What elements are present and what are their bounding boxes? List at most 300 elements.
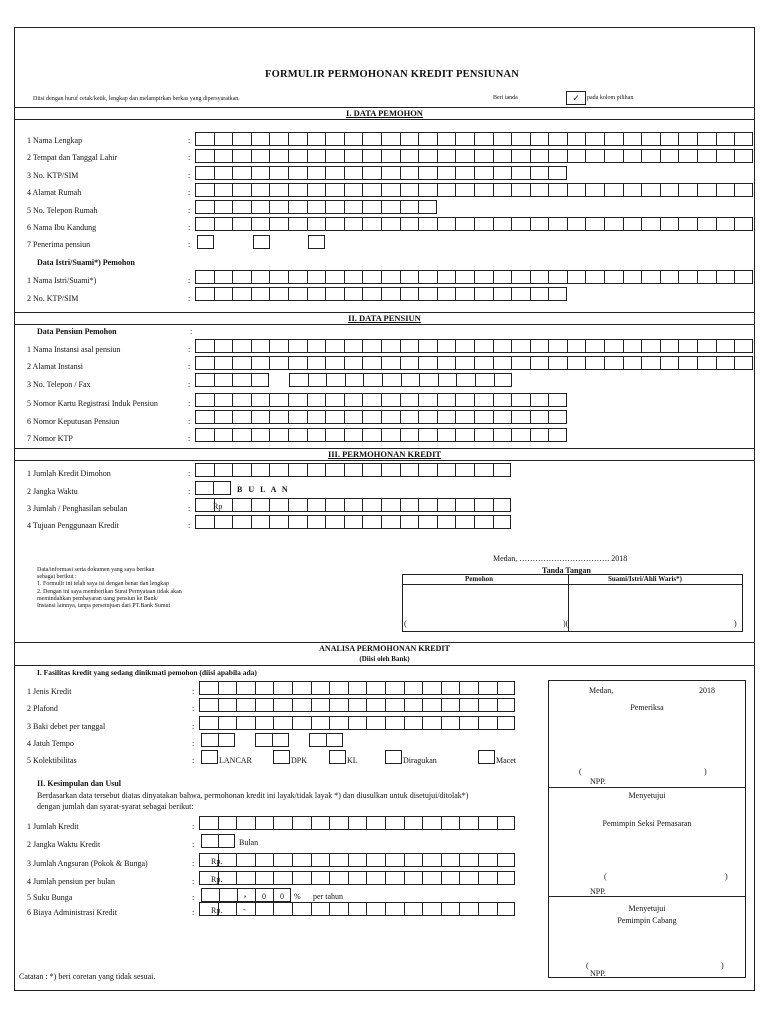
char-cell[interactable]: [269, 410, 288, 424]
char-cell[interactable]: [697, 339, 716, 353]
char-cell[interactable]: [585, 270, 604, 284]
char-cell[interactable]: [325, 132, 344, 146]
char-cell[interactable]: [437, 339, 456, 353]
char-cell[interactable]: [418, 498, 437, 512]
char-cell[interactable]: [214, 132, 233, 146]
char-cell[interactable]: [214, 270, 233, 284]
char-cell[interactable]: [493, 498, 512, 512]
char-cell[interactable]: [530, 166, 549, 180]
char-cell[interactable]: [734, 132, 753, 146]
char-cell[interactable]: [218, 698, 237, 712]
char-cell[interactable]: [325, 498, 344, 512]
char-cell[interactable]: [344, 183, 363, 197]
char-cell[interactable]: [269, 393, 288, 407]
char-cell[interactable]: [459, 716, 478, 730]
char-cell[interactable]: [404, 902, 423, 916]
char-cell[interactable]: [404, 716, 423, 730]
char-cell[interactable]: [497, 716, 516, 730]
char-cell[interactable]: [307, 183, 326, 197]
char-cell[interactable]: [311, 853, 330, 867]
char-cell[interactable]: [362, 356, 381, 370]
char-cell[interactable]: [288, 287, 307, 301]
char-cell[interactable]: [381, 356, 400, 370]
char-cell[interactable]: [325, 287, 344, 301]
jatuh-tempo-year[interactable]: [309, 733, 343, 747]
char-cell[interactable]: [344, 270, 363, 284]
char-cell[interactable]: [201, 733, 218, 747]
char-cell[interactable]: [474, 428, 493, 442]
char-cell[interactable]: [493, 183, 512, 197]
char-cell[interactable]: [381, 339, 400, 353]
char-cell[interactable]: [292, 902, 311, 916]
char-cell[interactable]: [273, 716, 292, 730]
char-cell[interactable]: [455, 183, 474, 197]
kartu-registrasi-field[interactable]: [195, 393, 567, 407]
char-cell[interactable]: [344, 498, 363, 512]
char-cell[interactable]: [236, 681, 255, 695]
char-cell[interactable]: [195, 287, 214, 301]
char-cell[interactable]: [400, 287, 419, 301]
jatuh-tempo-month[interactable]: [255, 733, 289, 747]
char-cell[interactable]: [437, 410, 456, 424]
char-cell[interactable]: [474, 498, 493, 512]
char-cell[interactable]: [366, 716, 385, 730]
char-cell[interactable]: [494, 373, 513, 387]
char-cell[interactable]: [232, 166, 251, 180]
char-cell[interactable]: [604, 270, 623, 284]
kolek-diragukan-checkbox[interactable]: [385, 750, 402, 764]
char-cell[interactable]: [437, 428, 456, 442]
char-cell[interactable]: [567, 217, 586, 231]
char-cell[interactable]: [288, 515, 307, 529]
char-cell[interactable]: [404, 853, 423, 867]
char-cell[interactable]: [459, 681, 478, 695]
char-cell[interactable]: [195, 339, 214, 353]
char-cell[interactable]: [511, 393, 530, 407]
char-cell[interactable]: [678, 217, 697, 231]
char-cell[interactable]: [422, 681, 441, 695]
char-cell[interactable]: [678, 356, 697, 370]
char-cell[interactable]: [641, 356, 660, 370]
char-cell[interactable]: [623, 183, 642, 197]
char-cell[interactable]: [400, 339, 419, 353]
char-cell[interactable]: [195, 428, 214, 442]
char-cell[interactable]: [255, 733, 272, 747]
char-cell[interactable]: [307, 339, 326, 353]
char-cell[interactable]: [325, 270, 344, 284]
char-cell[interactable]: [292, 871, 311, 885]
char-cell[interactable]: [437, 498, 456, 512]
char-cell[interactable]: [438, 373, 457, 387]
char-cell[interactable]: [400, 183, 419, 197]
char-cell[interactable]: [381, 217, 400, 231]
char-cell[interactable]: [474, 410, 493, 424]
char-cell[interactable]: [381, 183, 400, 197]
char-cell[interactable]: [418, 393, 437, 407]
char-cell[interactable]: [381, 270, 400, 284]
char-cell[interactable]: [474, 217, 493, 231]
char-cell[interactable]: [641, 183, 660, 197]
char-cell[interactable]: [311, 902, 330, 916]
char-cell[interactable]: [437, 356, 456, 370]
char-cell[interactable]: [255, 716, 274, 730]
char-cell[interactable]: [251, 356, 270, 370]
char-cell[interactable]: [236, 816, 255, 830]
char-cell[interactable]: [251, 200, 270, 214]
char-cell[interactable]: [214, 393, 233, 407]
char-cell[interactable]: [475, 373, 494, 387]
char-cell[interactable]: [660, 270, 679, 284]
nama-lengkap-field[interactable]: [195, 132, 753, 146]
char-cell[interactable]: [459, 698, 478, 712]
char-cell[interactable]: [400, 200, 419, 214]
biaya-admin-field[interactable]: [199, 902, 515, 916]
char-cell[interactable]: [455, 270, 474, 284]
char-cell[interactable]: [232, 515, 251, 529]
char-cell[interactable]: [311, 871, 330, 885]
char-cell[interactable]: [195, 166, 214, 180]
char-cell[interactable]: [441, 698, 460, 712]
char-cell[interactable]: [493, 270, 512, 284]
char-cell[interactable]: [567, 132, 586, 146]
char-cell[interactable]: [385, 853, 404, 867]
char-cell[interactable]: [255, 871, 274, 885]
char-cell[interactable]: [344, 217, 363, 231]
char-cell[interactable]: [716, 339, 735, 353]
penerima-checkbox-1[interactable]: [197, 235, 214, 249]
angsuran-field[interactable]: [199, 853, 515, 867]
char-cell[interactable]: [455, 217, 474, 231]
char-cell[interactable]: [400, 217, 419, 231]
char-cell[interactable]: [218, 816, 237, 830]
char-cell[interactable]: [441, 816, 460, 830]
char-cell[interactable]: [362, 393, 381, 407]
char-cell[interactable]: [288, 217, 307, 231]
char-cell[interactable]: [344, 200, 363, 214]
char-cell[interactable]: [214, 217, 233, 231]
telepon-field[interactable]: [195, 373, 269, 387]
char-cell[interactable]: [422, 816, 441, 830]
char-cell[interactable]: [716, 183, 735, 197]
char-cell[interactable]: [660, 132, 679, 146]
char-cell[interactable]: [716, 270, 735, 284]
char-cell[interactable]: [232, 217, 251, 231]
char-cell[interactable]: [232, 393, 251, 407]
char-cell[interactable]: [511, 428, 530, 442]
char-cell[interactable]: [219, 888, 237, 902]
char-cell[interactable]: [236, 871, 255, 885]
char-cell[interactable]: [366, 902, 385, 916]
char-cell[interactable]: [678, 149, 697, 163]
kolek-dpk-checkbox[interactable]: [273, 750, 290, 764]
char-cell[interactable]: [329, 816, 348, 830]
instansi-field[interactable]: [195, 339, 753, 353]
char-cell[interactable]: [307, 463, 326, 477]
char-cell[interactable]: [437, 183, 456, 197]
char-cell[interactable]: [385, 871, 404, 885]
char-cell[interactable]: [232, 200, 251, 214]
char-cell[interactable]: [292, 853, 311, 867]
char-cell[interactable]: [511, 287, 530, 301]
char-cell[interactable]: [478, 902, 497, 916]
char-cell[interactable]: [455, 339, 474, 353]
char-cell[interactable]: [493, 410, 512, 424]
char-cell[interactable]: [199, 716, 218, 730]
char-cell[interactable]: [362, 132, 381, 146]
char-cell[interactable]: [455, 515, 474, 529]
char-cell[interactable]: [307, 166, 326, 180]
char-cell[interactable]: [195, 515, 214, 529]
char-cell[interactable]: [459, 853, 478, 867]
no-ktp-field[interactable]: [195, 166, 567, 180]
char-cell[interactable]: [511, 183, 530, 197]
char-cell[interactable]: [400, 515, 419, 529]
baki-debet-field[interactable]: [199, 716, 515, 730]
kolek-macet-checkbox[interactable]: [478, 750, 495, 764]
char-cell[interactable]: [493, 515, 512, 529]
char-cell[interactable]: [604, 356, 623, 370]
char-cell[interactable]: [455, 166, 474, 180]
char-cell[interactable]: [218, 681, 237, 695]
char-cell[interactable]: [381, 149, 400, 163]
char-cell[interactable]: [437, 166, 456, 180]
char-cell[interactable]: [269, 270, 288, 284]
char-cell[interactable]: [385, 681, 404, 695]
char-cell[interactable]: [493, 393, 512, 407]
char-cell[interactable]: [269, 356, 288, 370]
char-cell[interactable]: [348, 902, 367, 916]
char-cell[interactable]: [213, 481, 231, 495]
char-cell[interactable]: [344, 515, 363, 529]
char-cell[interactable]: [437, 463, 456, 477]
char-cell[interactable]: [307, 200, 326, 214]
char-cell[interactable]: [418, 428, 437, 442]
char-cell[interactable]: [385, 716, 404, 730]
char-cell[interactable]: [195, 463, 214, 477]
char-cell[interactable]: [585, 132, 604, 146]
char-cell[interactable]: [307, 393, 326, 407]
char-cell[interactable]: [548, 393, 567, 407]
char-cell[interactable]: [195, 393, 214, 407]
jangka-waktu-field[interactable]: [195, 481, 231, 495]
char-cell[interactable]: [329, 902, 348, 916]
char-cell[interactable]: [604, 132, 623, 146]
char-cell[interactable]: [329, 853, 348, 867]
char-cell[interactable]: [307, 410, 326, 424]
char-cell[interactable]: [195, 132, 214, 146]
char-cell[interactable]: [474, 132, 493, 146]
char-cell[interactable]: [218, 716, 237, 730]
char-cell[interactable]: [288, 393, 307, 407]
char-cell[interactable]: [325, 356, 344, 370]
char-cell[interactable]: [366, 698, 385, 712]
char-cell[interactable]: [474, 393, 493, 407]
char-cell[interactable]: [734, 356, 753, 370]
char-cell[interactable]: [344, 410, 363, 424]
char-cell[interactable]: [455, 410, 474, 424]
char-cell[interactable]: [548, 132, 567, 146]
char-cell[interactable]: [459, 902, 478, 916]
char-cell[interactable]: [474, 339, 493, 353]
char-cell[interactable]: [441, 681, 460, 695]
char-cell[interactable]: [455, 498, 474, 512]
char-cell[interactable]: [345, 373, 364, 387]
char-cell[interactable]: [307, 270, 326, 284]
char-cell[interactable]: [567, 339, 586, 353]
char-cell[interactable]: [362, 287, 381, 301]
usul-jangka-waktu-field[interactable]: [201, 834, 235, 848]
char-cell[interactable]: [288, 428, 307, 442]
char-cell[interactable]: [236, 716, 255, 730]
char-cell[interactable]: [195, 481, 213, 495]
char-cell[interactable]: [478, 816, 497, 830]
char-cell[interactable]: [567, 149, 586, 163]
char-cell[interactable]: [474, 270, 493, 284]
char-cell[interactable]: [493, 166, 512, 180]
char-cell[interactable]: [251, 132, 270, 146]
char-cell[interactable]: [251, 463, 270, 477]
char-cell[interactable]: [478, 716, 497, 730]
telepon-rumah-field[interactable]: [195, 200, 437, 214]
char-cell[interactable]: [418, 166, 437, 180]
char-cell[interactable]: [716, 132, 735, 146]
char-cell[interactable]: [329, 716, 348, 730]
char-cell[interactable]: [232, 132, 251, 146]
char-cell[interactable]: [678, 270, 697, 284]
char-cell[interactable]: [567, 270, 586, 284]
char-cell[interactable]: [697, 149, 716, 163]
suku-bunga-field[interactable]: [201, 888, 291, 902]
char-cell[interactable]: [497, 816, 516, 830]
char-cell[interactable]: [418, 149, 437, 163]
char-cell[interactable]: [474, 149, 493, 163]
char-cell[interactable]: [307, 287, 326, 301]
char-cell[interactable]: [326, 373, 345, 387]
char-cell[interactable]: [269, 149, 288, 163]
char-cell[interactable]: [251, 217, 270, 231]
char-cell[interactable]: [214, 410, 233, 424]
char-cell[interactable]: [344, 356, 363, 370]
char-cell[interactable]: [437, 270, 456, 284]
char-cell[interactable]: [273, 853, 292, 867]
char-cell[interactable]: [325, 515, 344, 529]
char-cell[interactable]: [604, 149, 623, 163]
char-cell[interactable]: [604, 339, 623, 353]
char-cell[interactable]: [404, 681, 423, 695]
char-cell[interactable]: [400, 393, 419, 407]
char-cell[interactable]: [493, 339, 512, 353]
char-cell[interactable]: [455, 393, 474, 407]
char-cell[interactable]: [232, 183, 251, 197]
jumlah-kredit-field[interactable]: [195, 463, 511, 477]
char-cell[interactable]: [530, 339, 549, 353]
char-cell[interactable]: [288, 200, 307, 214]
char-cell[interactable]: [195, 200, 214, 214]
char-cell[interactable]: [214, 149, 233, 163]
char-cell[interactable]: [269, 132, 288, 146]
char-cell[interactable]: [251, 339, 270, 353]
char-cell[interactable]: [623, 149, 642, 163]
char-cell[interactable]: [251, 393, 270, 407]
char-cell[interactable]: [325, 183, 344, 197]
char-cell[interactable]: [585, 339, 604, 353]
char-cell[interactable]: [362, 410, 381, 424]
penerima-checkbox-2[interactable]: [253, 235, 270, 249]
char-cell[interactable]: [232, 410, 251, 424]
char-cell[interactable]: [344, 149, 363, 163]
penghasilan-field[interactable]: [195, 498, 511, 512]
char-cell[interactable]: [623, 132, 642, 146]
char-cell[interactable]: [497, 698, 516, 712]
char-cell[interactable]: [363, 373, 382, 387]
char-cell[interactable]: [232, 428, 251, 442]
char-cell[interactable]: [292, 681, 311, 695]
char-cell[interactable]: [381, 166, 400, 180]
char-cell[interactable]: [585, 183, 604, 197]
char-cell[interactable]: [362, 200, 381, 214]
char-cell[interactable]: [348, 681, 367, 695]
char-cell[interactable]: [329, 681, 348, 695]
char-cell[interactable]: [530, 149, 549, 163]
char-cell[interactable]: [348, 698, 367, 712]
char-cell[interactable]: [422, 716, 441, 730]
char-cell[interactable]: [273, 871, 292, 885]
nomor-ktp-field[interactable]: [195, 428, 567, 442]
char-cell[interactable]: [530, 428, 549, 442]
char-cell[interactable]: [288, 270, 307, 284]
char-cell[interactable]: [455, 356, 474, 370]
char-cell[interactable]: [362, 463, 381, 477]
char-cell[interactable]: [511, 270, 530, 284]
char-cell[interactable]: [530, 393, 549, 407]
char-cell[interactable]: [381, 428, 400, 442]
char-cell[interactable]: [437, 217, 456, 231]
char-cell[interactable]: [493, 463, 512, 477]
char-cell[interactable]: [362, 183, 381, 197]
char-cell[interactable]: [604, 217, 623, 231]
char-cell[interactable]: [437, 515, 456, 529]
char-cell[interactable]: [269, 166, 288, 180]
char-cell[interactable]: [381, 393, 400, 407]
char-cell[interactable]: [660, 339, 679, 353]
char-cell[interactable]: [288, 410, 307, 424]
char-cell[interactable]: [307, 356, 326, 370]
char-cell[interactable]: [441, 853, 460, 867]
char-cell[interactable]: [418, 463, 437, 477]
char-cell[interactable]: [400, 166, 419, 180]
char-cell[interactable]: [232, 463, 251, 477]
char-cell[interactable]: [422, 871, 441, 885]
char-cell[interactable]: [404, 698, 423, 712]
jatuh-tempo-day[interactable]: [201, 733, 235, 747]
char-cell[interactable]: [232, 498, 251, 512]
nama-ibu-field[interactable]: [195, 217, 753, 231]
char-cell[interactable]: [418, 200, 437, 214]
char-cell[interactable]: [493, 287, 512, 301]
char-cell[interactable]: [548, 428, 567, 442]
char-cell[interactable]: [455, 463, 474, 477]
jenis-kredit-field[interactable]: [199, 681, 515, 695]
char-cell[interactable]: [325, 393, 344, 407]
char-cell[interactable]: [478, 698, 497, 712]
char-cell[interactable]: [251, 410, 270, 424]
char-cell[interactable]: [255, 816, 274, 830]
char-cell[interactable]: [325, 463, 344, 477]
char-cell[interactable]: [366, 871, 385, 885]
char-cell[interactable]: [325, 428, 344, 442]
char-cell[interactable]: [288, 166, 307, 180]
char-cell[interactable]: [255, 853, 274, 867]
